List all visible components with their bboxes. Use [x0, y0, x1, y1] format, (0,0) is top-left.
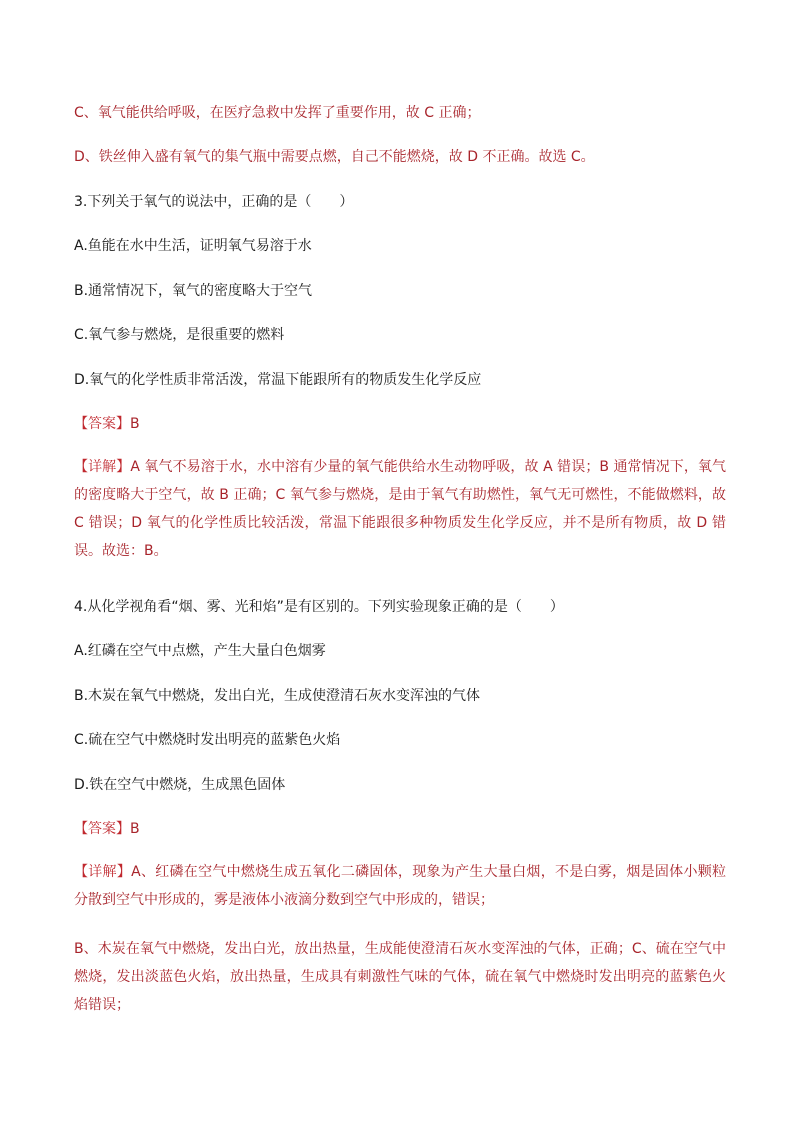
- question-3-detail: [74, 453, 726, 565]
- detail-tag: 【详解】: [74, 864, 132, 880]
- question-3-option-d: D.氧气的化学性质非常活泼，常温下能跟所有的物质发生化学反应: [74, 372, 482, 388]
- question-4-option-c: C.硫在空气中燃烧时发出明亮的蓝紫色火焰: [74, 732, 341, 748]
- question-3-option-a: A.鱼能在水中生活，证明氧气易溶于水: [74, 238, 312, 254]
- question-3-option-c: C.氧气参与燃烧，是很重要的燃料: [74, 327, 285, 343]
- detail-tag: 【详解】: [74, 459, 131, 475]
- question-4-detail-bc: B、木炭在氧气中燃烧，发出白光，放出热量，生成能使澄清石灰水变浑浊的气体，正确；C、硫在空气中燃烧，发出淡蓝色火焰，放出热量，生成具有刺激性气味的气体，硫在氧气中燃烧时发出明亮的蓝紫色火焰错误；: [74, 941, 726, 1013]
- question-4-option-b: B.木炭在氧气中燃烧，发出白光，生成使澄清石灰水变浑浊的气体: [74, 688, 481, 704]
- answer-value: B: [130, 821, 140, 837]
- answer-tag: 【答案】: [74, 416, 130, 432]
- question-4-stem: 4.从化学视角看“烟、雾、光和焰”是有区别的。下列实验现象正确的是（ ）: [74, 599, 564, 615]
- question-3-answer: [74, 414, 140, 434]
- prev-explanation-line-c: C、氧气能供给呼吸，在医疗急救中发挥了重要作用，故 C 正确；: [74, 105, 481, 121]
- question-4-detail-a: [74, 858, 726, 914]
- question-3-stem: 3.下列关于氧气的说法中，正确的是（ ）: [74, 194, 354, 210]
- question-4-option-d: D.铁在空气中燃烧，生成黑色固体: [74, 777, 286, 793]
- question-3-option-b: B.通常情况下，氧气的密度略大于空气: [74, 283, 313, 299]
- prev-explanation-line-d: D、铁丝伸入盛有氧气的集气瓶中需要点燃，自己不能燃烧，故 D 不正确。故选 C。: [74, 149, 595, 165]
- answer-tag: 【答案】: [74, 821, 130, 837]
- answer-value: B: [130, 416, 140, 432]
- detail-text: A 氧气不易溶于水，水中溶有少量的氧气能供给水生动物呼吸，故 A 错误；B 通常情况下，氧气的密度略大于空气，故 B 正确；C 氧气参与燃烧，是由于氧气有助燃性，氧气无可燃性，不能做燃料，故 C 错误；D 氧气的化学性质比较活泼，常温下能跟很多种物质发生化学反应，并不是所有物质，故 D 错误。故选：B。: [74, 459, 727, 559]
- question-4-option-a: A.红磷在空气中点燃，产生大量白色烟雾: [74, 643, 326, 659]
- detail-text: A、红磷在空气中燃烧生成五氧化二磷固体，现象为产生大量白烟，不是白雾，烟是固体小颗粒分散到空气中形成的，雾是液体小液滴分数到空气中形成的，错误；: [74, 864, 727, 908]
- question-4-answer: [74, 819, 140, 839]
